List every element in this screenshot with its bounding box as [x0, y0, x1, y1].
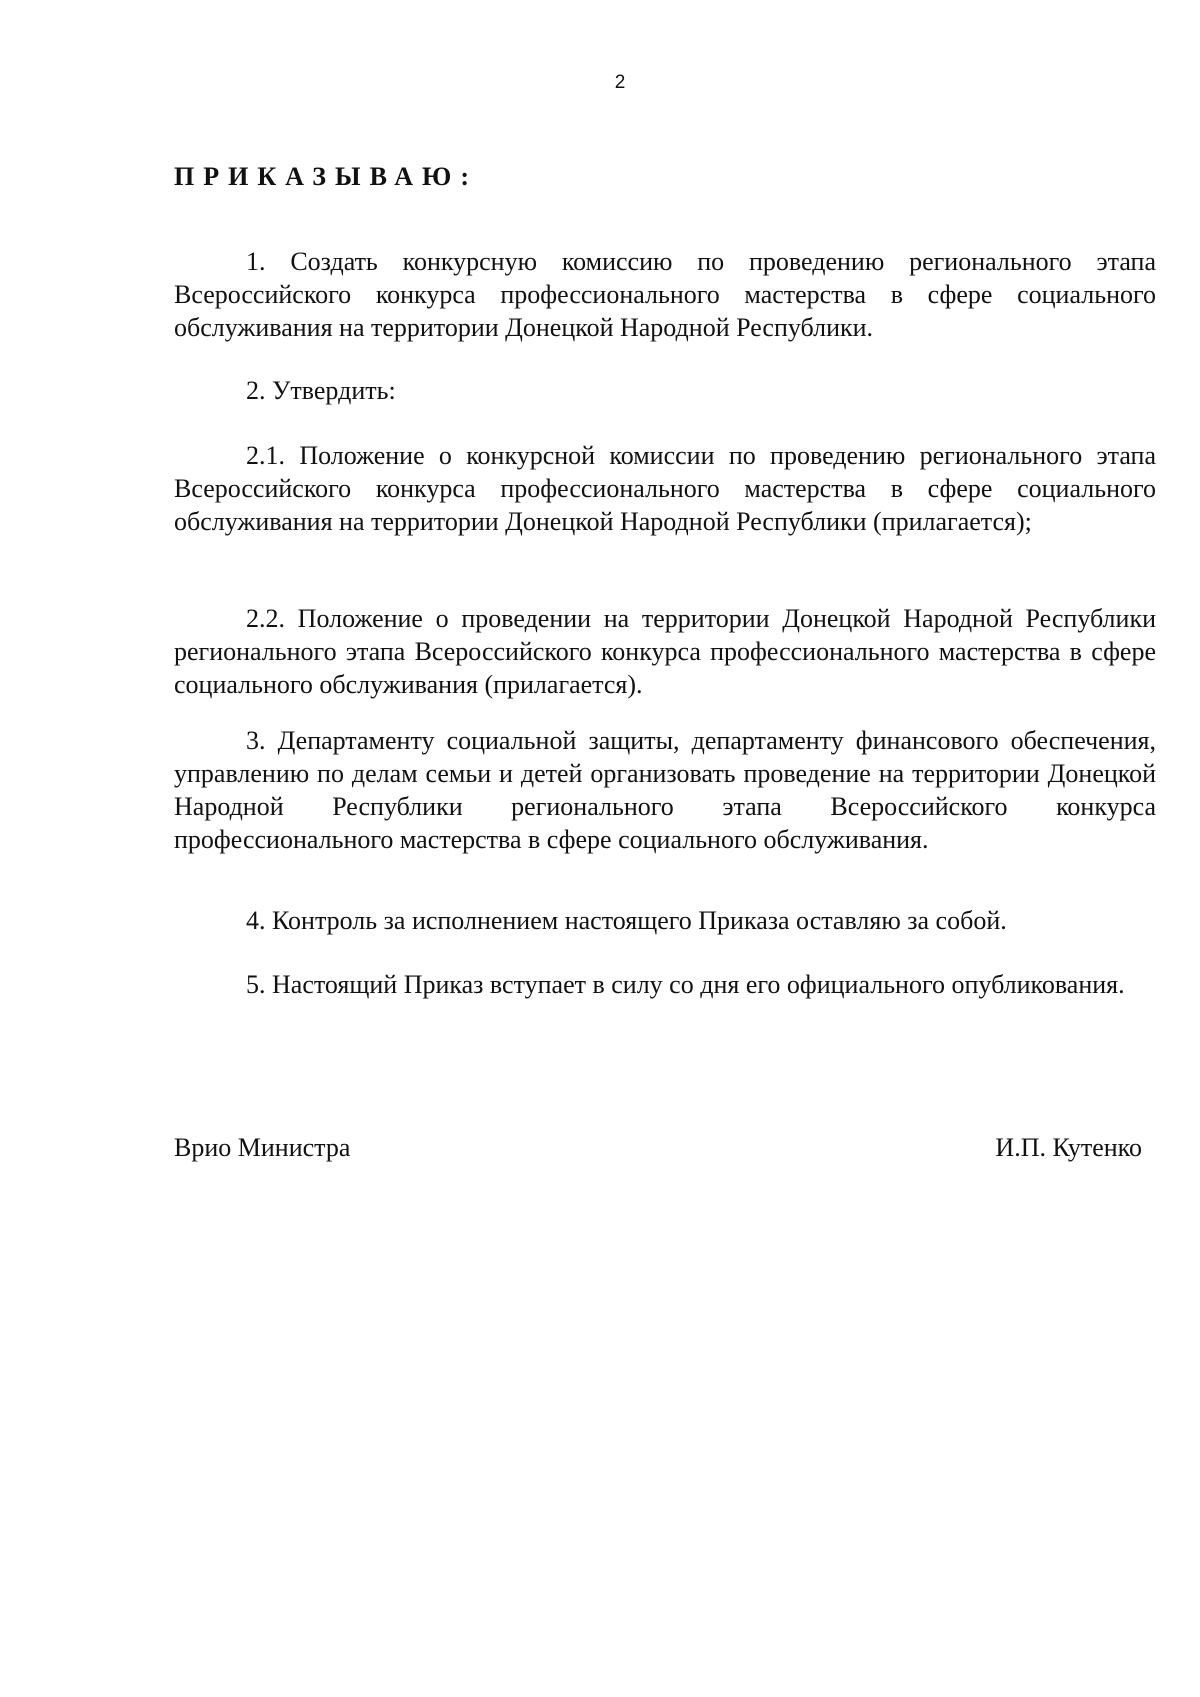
paragraph-2-1: 2.1. Положение о конкурсной комиссии по проведению регионального этапа Всероссийского конкурса профессионального мастерства в сфере социального обслуживания на территории Донецкой Народной Республики (прилагается); — [174, 441, 1156, 536]
signatory-name: И.П. Кутенко — [995, 1133, 1142, 1162]
signatory-position: Врио Министра — [174, 1133, 351, 1162]
paragraph-3: 3. Департаменту социальной защиты, департаменту финансового обеспечения, управлению по делам семьи и детей организовать проведение на территории Донецкой Народной Республики регионального этапа Всероссийского конкурса профессионального мастерства в сфере социального обслуживания. — [174, 726, 1156, 854]
paragraph-1: 1. Создать конкурсную комиссию по проведению регионального этапа Всероссийского конкурса профессионального мастерства в сфере социального обслуживания на территории Донецкой Народной Республики. — [174, 247, 1156, 342]
paragraph-2-2: 2.2. Положение о проведении на территории Донецкой Народной Республики регионального этапа Всероссийского конкурса профессионального мастерства в сфере социального обслуживания (прилагается). — [174, 604, 1156, 699]
paragraph-4: 4. Контроль за исполнением настоящего Приказа оставляю за собой. — [246, 906, 1007, 935]
page-number: 2 — [614, 72, 626, 93]
paragraph-5: 5. Настоящий Приказ вступает в силу со дня его официального опубликования. — [246, 970, 1125, 999]
paragraph-2: 2. Утвердить: — [246, 376, 396, 405]
order-heading: ПРИКАЗЫВАЮ: — [174, 162, 478, 191]
